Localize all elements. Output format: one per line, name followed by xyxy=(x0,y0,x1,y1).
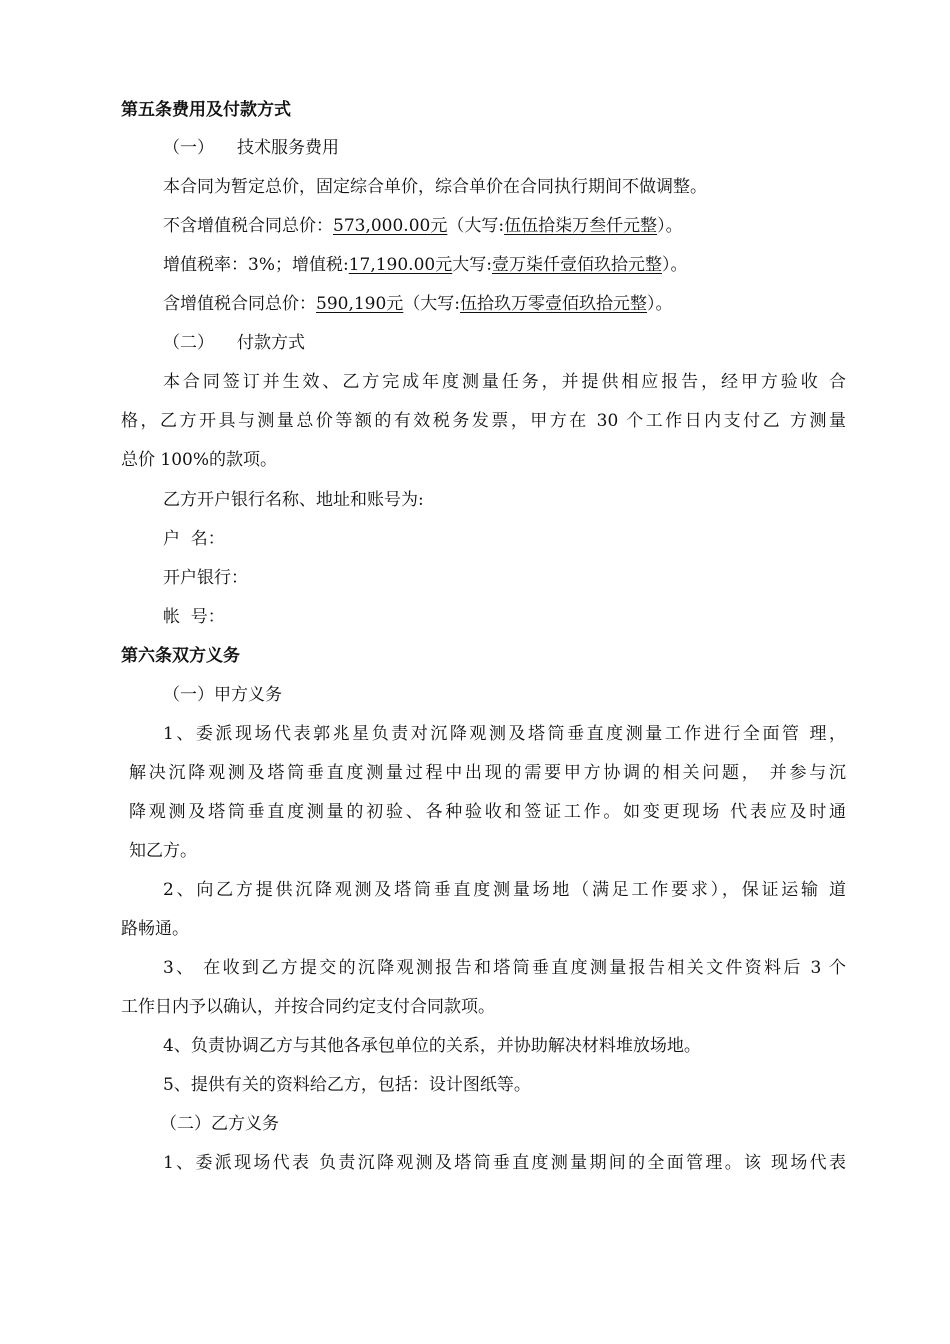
section-2-title: 付款方式 xyxy=(237,333,305,353)
closing-paren: ）。 xyxy=(657,216,683,236)
price-incl-tax-line xyxy=(163,292,673,316)
tax-label: 增值税率：3%；增值税: xyxy=(163,255,349,275)
party-a-duty-4: 4、负责协调乙方与其他各承包单位的关系，并协助解决材料堆放场地。 xyxy=(163,1036,701,1056)
party-a-duty-1-line-2: 解决沉降观测及塔筒垂直度测量过程中出现的需要甲方协调的相关问题， 并参与沉 xyxy=(129,763,846,783)
article-6-heading: 第六条双方义务 xyxy=(121,646,240,666)
price-incl-tax-amount: 590,190元 xyxy=(316,294,404,314)
closing-paren: ）。 xyxy=(647,294,673,314)
payment-terms-line-1: 本合同签订并生效、乙方完成年度测量任务，并提供相应报告，经甲方验收 合 xyxy=(163,372,846,392)
account-number-field: 帐 号： xyxy=(163,607,225,627)
price-incl-tax-words: 伍拾玖万零壹佰玖拾元整 xyxy=(460,294,648,314)
article-5-heading: 第五条费用及付款方式 xyxy=(121,100,291,120)
closing-paren: ）。 xyxy=(661,255,688,275)
price-incl-tax-label: 含增值税合同总价： xyxy=(163,294,316,314)
price-excl-tax-words: 伍伍拾柒万叁仟元整 xyxy=(504,216,658,236)
payment-terms-line-3: 总价 100%的款项。 xyxy=(121,450,278,470)
party-a-duty-3-line-1: 3、 在收到乙方提交的沉降观测报告和塔筒垂直度测量报告相关文件资料后 3 个 xyxy=(163,958,846,978)
price-excl-tax-amount: 573,000.00元 xyxy=(333,216,448,236)
account-name-field: 户 名： xyxy=(163,529,225,549)
party-a-duty-2-line-1: 2、向乙方提供沉降观测及塔筒垂直度测量场地（满足工作要求），保证运输 道 xyxy=(163,880,846,900)
party-b-title: （二）乙方义务 xyxy=(160,1114,279,1134)
payment-terms-line-2: 格，乙方开具与测量总价等额的有效税务发票，甲方在 30 个工作日内支付乙 方测量 xyxy=(121,411,846,431)
bank-info-intro: 乙方开户银行名称、地址和账号为: xyxy=(163,490,424,510)
party-a-duty-3-line-2: 工作日内予以确认，并按合同约定支付合同款项。 xyxy=(121,997,495,1017)
party-a-duty-2-line-2: 路畅通。 xyxy=(121,919,189,939)
tax-amount: 17,190.00元 xyxy=(348,255,453,275)
tax-words: 壹万柒仟壹佰玖拾元整 xyxy=(491,255,662,275)
section-2-number: （二） xyxy=(163,333,214,353)
uppercase-prefix: 大写: xyxy=(452,255,492,275)
price-excl-tax-line xyxy=(163,214,683,238)
party-a-duty-1-line-3: 降观测及塔筒垂直度测量的初验、各种验收和签证工作。如变更现场 代表应及时通 xyxy=(129,802,846,822)
uppercase-prefix: （大写: xyxy=(403,294,461,314)
party-a-duty-1-line-4: 知乙方。 xyxy=(129,841,197,861)
section-1-title: 技术服务费用 xyxy=(237,138,339,158)
party-a-duty-5: 5、提供有关的资料给乙方，包括：设计图纸等。 xyxy=(163,1075,531,1095)
bank-name-field: 开户银行： xyxy=(163,568,248,588)
party-b-duty-1-line-1: 1、委派现场代表 负责沉降观测及塔筒垂直度测量期间的全面管理。该 现场代表 xyxy=(163,1153,846,1173)
party-a-duty-1-line-1: 1、委派现场代表郭兆星负责对沉降观测及塔筒垂直度测量工作进行全面管 理， xyxy=(163,724,846,744)
price-excl-tax-label: 不含增值税合同总价： xyxy=(163,216,333,236)
uppercase-prefix: （大写: xyxy=(447,216,505,236)
tax-line xyxy=(163,253,687,277)
section-1-number: （一） xyxy=(163,138,214,158)
party-a-title: （一）甲方义务 xyxy=(163,685,282,705)
price-note: 本合同为暂定总价，固定综合单价，综合单价在合同执行期间不做调整。 xyxy=(163,177,707,197)
